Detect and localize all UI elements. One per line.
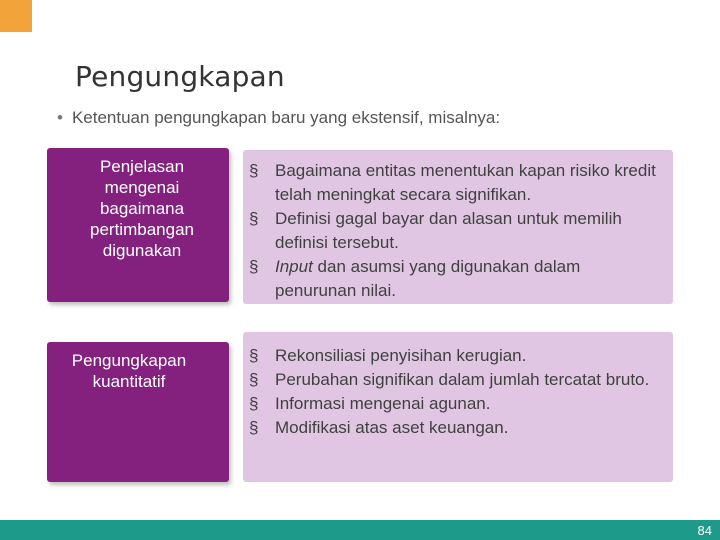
square-bullet-icon: § <box>249 209 259 228</box>
page-number: 84 <box>697 523 712 538</box>
bullet-dot-icon: • <box>57 108 63 127</box>
list-item <box>249 416 663 440</box>
detail-box-kuantitatif <box>243 332 673 482</box>
square-bullet-icon: § <box>249 370 259 389</box>
label-box-kuantitatif <box>47 342 229 482</box>
detail-list <box>249 344 663 440</box>
list-item <box>249 368 663 392</box>
list-item-italic-prefix: Input <box>275 257 313 276</box>
label-line: mengenai <box>104 178 180 197</box>
list-item <box>249 207 663 255</box>
list-item-text: Modifikasi atas aset keuangan. <box>275 418 509 437</box>
page-title: Pengungkapan <box>75 60 285 93</box>
label-box-penjelasan <box>47 148 229 302</box>
label-line: digunakan <box>102 241 182 260</box>
detail-list <box>249 159 663 303</box>
square-bullet-icon: § <box>249 418 259 437</box>
square-bullet-icon: § <box>249 257 259 276</box>
label-line: Pengungkapan <box>71 351 187 370</box>
list-item <box>249 344 663 368</box>
list-item-text: Bagaimana entitas menentukan kapan risiko kredit telah meningkat secara signifikan. <box>275 161 656 204</box>
label-line: bagaimana <box>99 199 185 218</box>
list-item-text: Perubahan signifikan dalam jumlah tercatat bruto. <box>275 370 650 389</box>
list-item-text: Definisi gagal bayar dan alasan untuk memilih definisi tersebut. <box>275 209 622 252</box>
intro-text: Ketentuan pengungkapan baru yang ekstensif, misalnya: <box>71 108 501 127</box>
square-bullet-icon: § <box>249 394 259 413</box>
corner-accent-square <box>0 0 32 32</box>
list-item-text: dan asumsi yang digunakan dalam penurunan nilai. <box>275 257 581 300</box>
detail-box-penjelasan <box>243 150 673 304</box>
label-line: pertimbangan <box>90 220 194 239</box>
list-item-text: Informasi mengenai agunan. <box>275 394 491 413</box>
list-item-text: Rekonsiliasi penyisihan kerugian. <box>275 346 527 365</box>
label-line: Penjelasan <box>99 157 185 176</box>
square-bullet-icon: § <box>249 161 259 180</box>
square-bullet-icon: § <box>249 346 259 365</box>
list-item <box>249 392 663 416</box>
list-item <box>249 255 663 303</box>
intro-bullet <box>57 108 500 128</box>
list-item <box>249 159 663 207</box>
footer-bar <box>0 520 720 540</box>
label-line: kuantitatif <box>92 372 166 391</box>
